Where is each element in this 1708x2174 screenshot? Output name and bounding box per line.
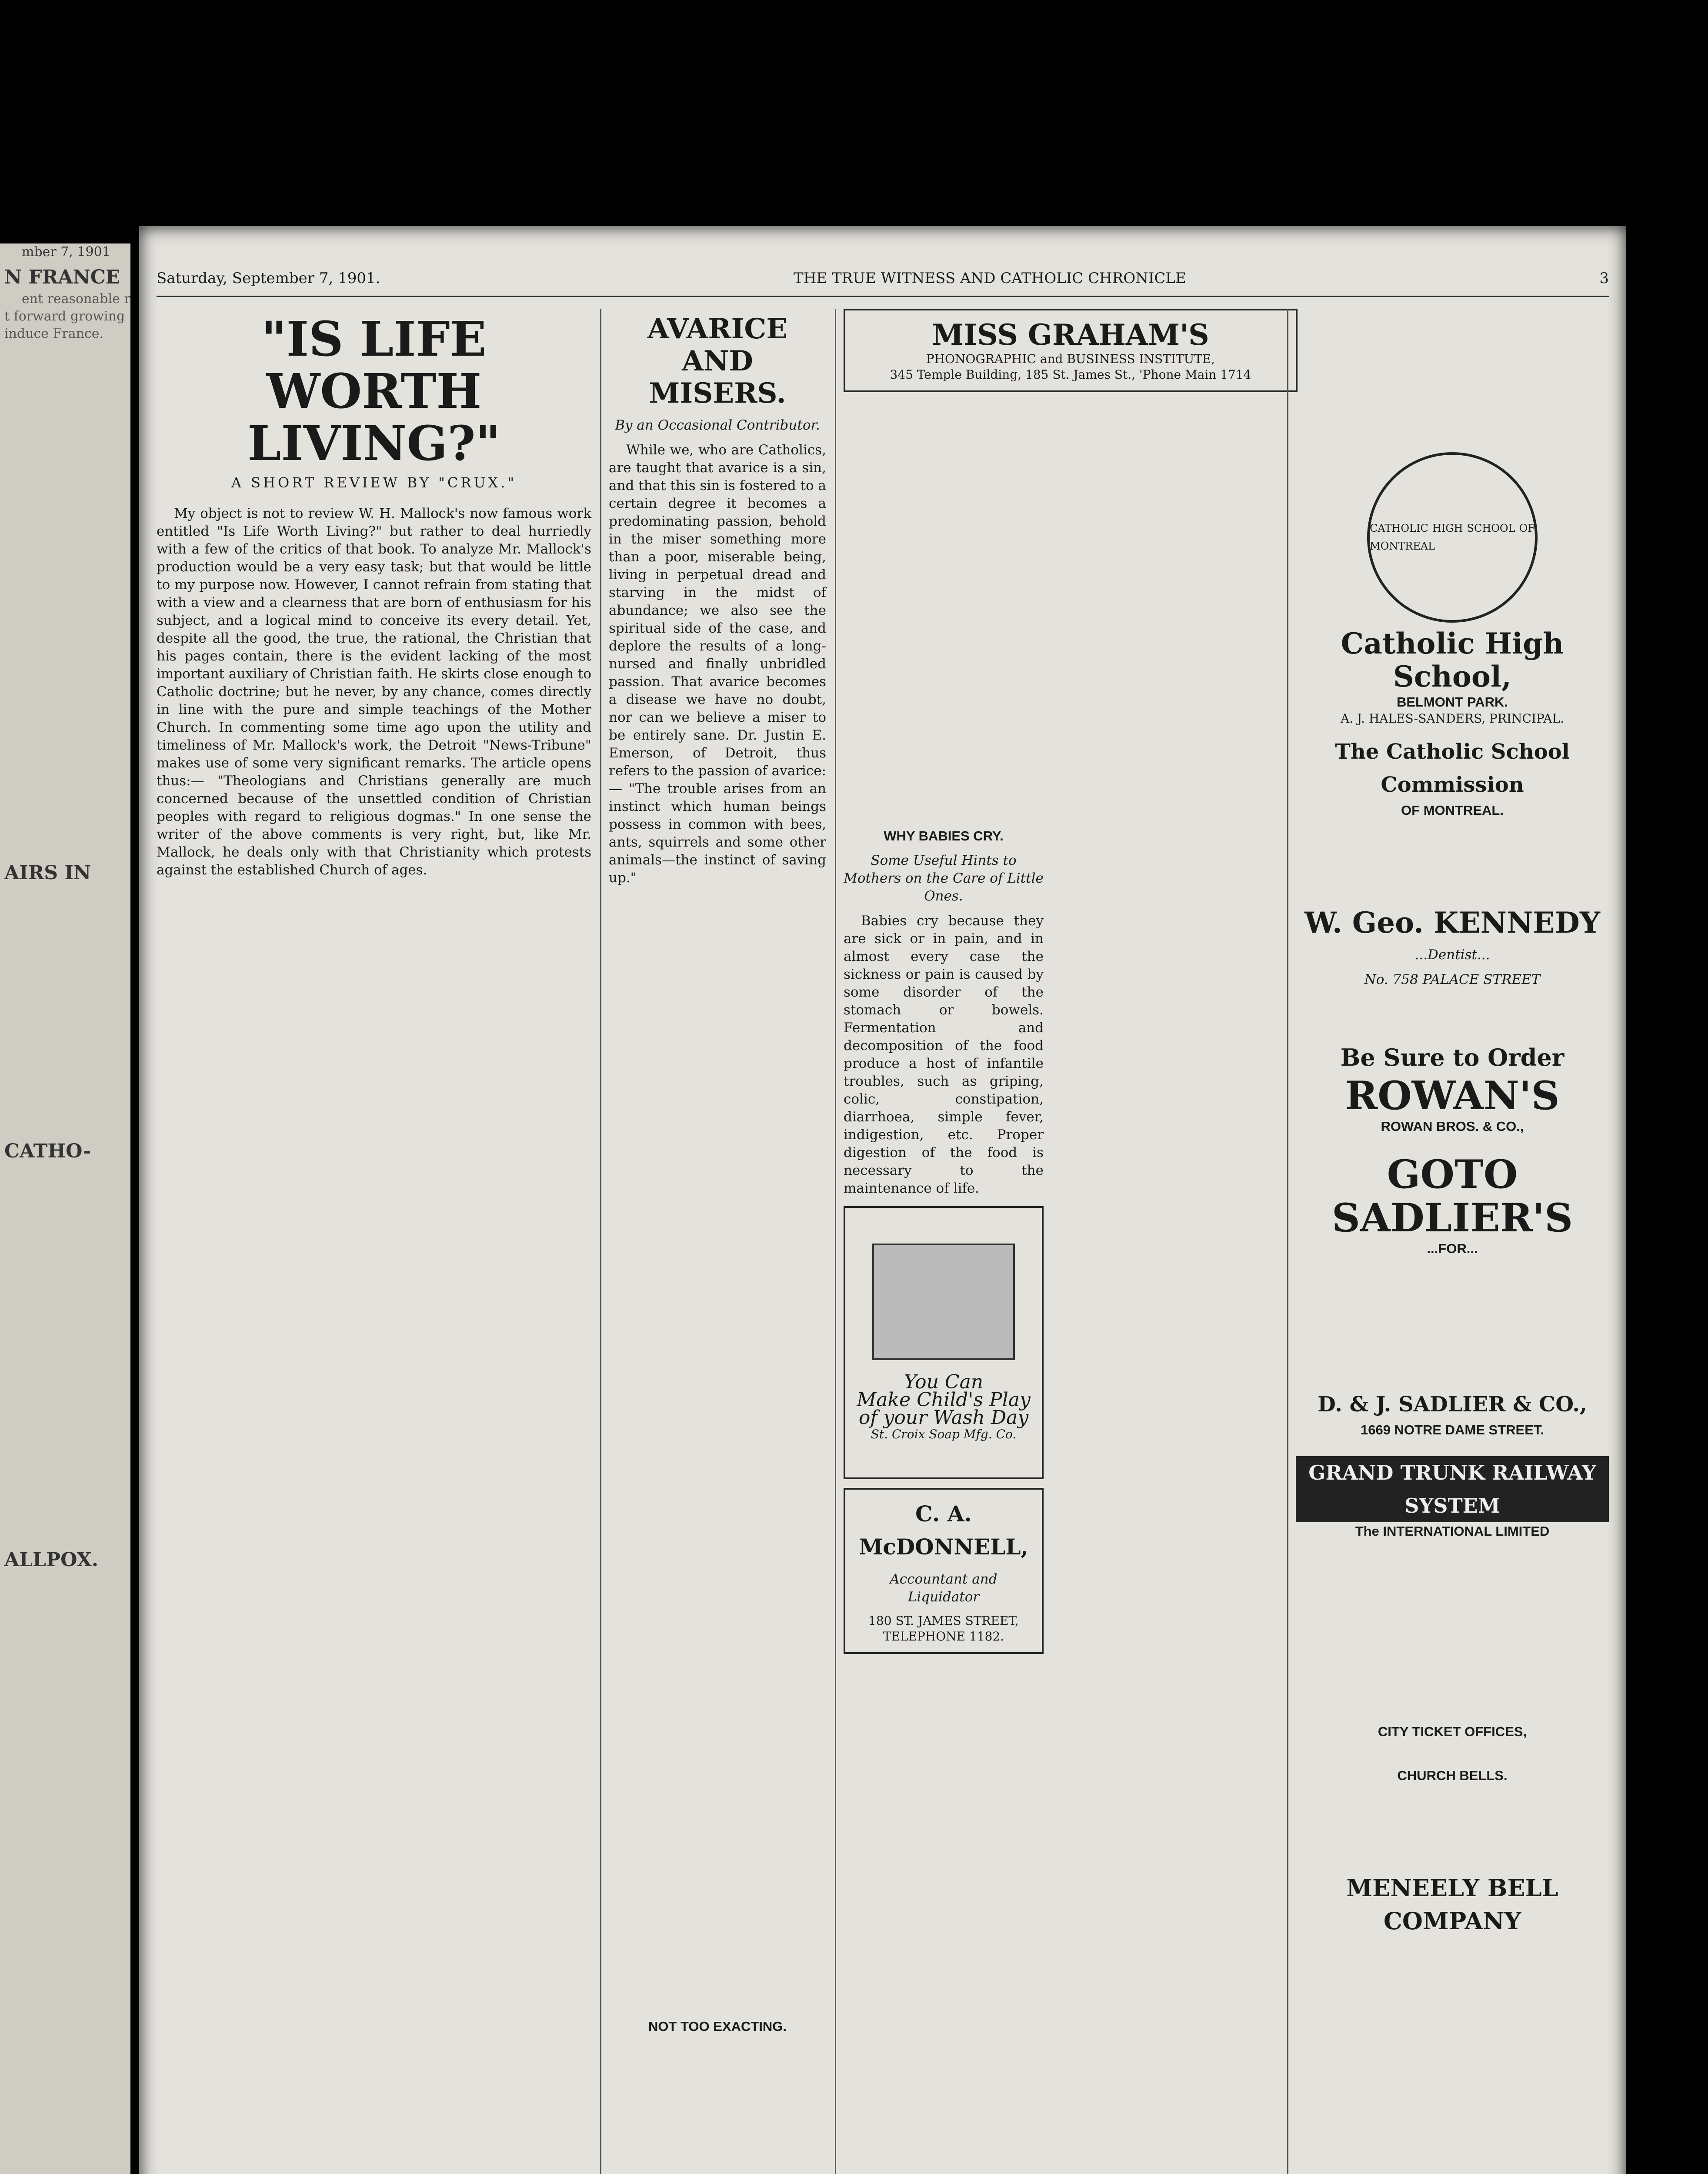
masthead-title: THE TRUE WITNESS AND CATHOLIC CHRONICLE bbox=[794, 270, 1186, 287]
washtub-illustration bbox=[872, 1244, 1015, 1360]
csc-title: The Catholic School Commission bbox=[1335, 740, 1570, 797]
kennedy-title: W. Geo. KENNEDY bbox=[1304, 906, 1600, 940]
column-rule bbox=[600, 309, 601, 2174]
sadlier-for: ...FOR... bbox=[1427, 1241, 1478, 1256]
graham-spacer bbox=[1296, 309, 1609, 448]
masthead bbox=[157, 270, 1609, 297]
bells-title: CHURCH BELLS. bbox=[1397, 1768, 1508, 1783]
chs-place: BELMONT PARK. bbox=[1396, 694, 1508, 710]
soap-line3: of your Wash Day bbox=[858, 1406, 1029, 1429]
soap-line1: You Can bbox=[904, 1370, 984, 1393]
prev-heading-4: ALLPOX. bbox=[4, 1549, 99, 1571]
gtr-sub: The INTERNATIONAL LIMITED bbox=[1355, 1524, 1550, 1539]
gtr-office: CITY TICKET OFFICES, bbox=[1378, 1724, 1527, 1739]
prev-date: mber 7, 1901 bbox=[22, 244, 110, 260]
article-avarice bbox=[609, 309, 826, 2174]
ads-column bbox=[1296, 309, 1609, 2174]
sadlier-addr: 1669 NOTRE DAME STREET. bbox=[1360, 1422, 1545, 1437]
graham-sub: PHONOGRAPHIC and BUSINESS INSTITUTE, bbox=[926, 352, 1215, 366]
page-number: 3 bbox=[1599, 270, 1609, 287]
babies-heading: WHY BABIES CRY. bbox=[884, 828, 1004, 844]
chs-principal: A. J. HALES-SANDERS, PRINCIPAL. bbox=[1340, 711, 1565, 726]
babies-body: Babies cry because they are sick or in pain, and in almost every case the sickness or pain is caused by some disorder of the stomach or bowels. Fermentation and decomposition of the food produce a host of infantile troubles, such as griping, colic, constipation, diarrhoea, simple fever, indigestion, etc. Proper digestion of the food is necessary to the maintenance of life. bbox=[844, 913, 1044, 1196]
csc-city: OF MONTREAL. bbox=[1401, 803, 1504, 818]
kennedy-sub: ...Dentist... bbox=[1414, 947, 1490, 963]
soap-company: St. Croix Soap Mfg. Co. bbox=[871, 1427, 1017, 1441]
mcdonnell-phone: TELEPHONE 1182. bbox=[883, 1629, 1004, 1644]
sadlier-title: GOTO SADLIER'S bbox=[1331, 1151, 1573, 1241]
soap-line2: Make Child's Play bbox=[857, 1388, 1031, 1411]
rowan-title: ROWAN'S bbox=[1345, 1073, 1560, 1119]
mcdonnell-sub: Accountant and Liquidator bbox=[890, 1571, 997, 1605]
sadlier-co: D. & J. SADLIER & CO., bbox=[1318, 1392, 1587, 1417]
mcdonnell-addr: 180 ST. JAMES STREET, bbox=[868, 1614, 1019, 1628]
masthead-date: Saturday, September 7, 1901. bbox=[157, 270, 380, 287]
prev-heading-2: AIRS IN bbox=[4, 862, 91, 884]
prev-heading-3: CATHO- bbox=[4, 1140, 91, 1162]
prev-text: ent reasonable rt forward growing induce France. bbox=[4, 291, 130, 341]
mcdonnell-ad bbox=[844, 1488, 1044, 1654]
previous-page-edge bbox=[0, 243, 130, 2174]
gtr-title: GRAND TRUNK RAILWAY SYSTEM bbox=[1296, 1456, 1609, 1522]
article-title: "IS LIFE WORTH LIVING?" bbox=[247, 311, 500, 471]
newspaper-page bbox=[139, 226, 1626, 2174]
kennedy-addr: No. 758 PALACE STREET bbox=[1364, 972, 1541, 987]
rowan-co: ROWAN BROS. & CO., bbox=[1381, 1119, 1524, 1134]
soap-ad bbox=[844, 1206, 1044, 1479]
school-seal: CATHOLIC HIGH SCHOOL OF MONTREAL bbox=[1367, 452, 1538, 623]
avarice-byline: By an Occasional Contributor. bbox=[615, 417, 820, 433]
meneely-title: MENEELY BELL COMPANY bbox=[1346, 1874, 1558, 1935]
babies-sub: Some Useful Hints to Mothers on the Care of Little Ones. bbox=[844, 853, 1044, 904]
column-rule bbox=[835, 309, 836, 2174]
chs-title: Catholic High School, bbox=[1341, 627, 1564, 694]
article-body: My object is not to review W. H. Mallock's now famous work entitled "Is Life Worth Living?" but rather to deal hurriedly with a few of the critics of that book. To analyze Mr. Mallock's production would be a very easy task; but that would be little to my purpose now. However, I cannot refrain from stating that with a view and a clearness that are born of enthusiasm for his subject, and a logical mind to conceive its every detail. Yet, despite all the good, the true, the rational, the Christian that his pages contain, there is the evident lacking of the most important auxiliary of Christian faith. He skirts close enough to Catholic doctrine; but he never, by any chance, comes directly in line with the pure and simple teachings of the Mother Church. In commenting some time ago upon the utility and timeliness of Mr. Mallock's work, the Detroit "News-Tribune" makes use of some very significant remarks. The article opens thus:— "Theologians and Christians generally are much concerned because of the unsettled condition of Christian peoples with regard to religious dogmas." In one sense the writer of the above comments is very right, but, like Mr. Mallock, he deals only with that Christianity which protests against the established Church of ages. bbox=[157, 506, 591, 878]
column-rule bbox=[1287, 309, 1288, 2174]
graham-addr: 345 Temple Building, 185 St. James St., 'Phone Main 1714 bbox=[890, 367, 1251, 382]
avarice-body: While we, who are Catholics, are taught that avarice is a sin, and that this sin is fostered to a certain degree it becomes a predominating passion, behold in the miser something more than a poor, miserable being, living in perpetual dread and starving in the midst of abundance; we also see the spiritual side of the case, and deplore the results of a long-nursed and finally unbridled passion. That avarice becomes a disease we have no doubt, nor can we believe a miser to be entirely sane. Dr. Justin E. Emerson, of Detroit, thus refers to the passion of avarice:— "The trouble arises from an instinct which human beings possess in common with bees, ants, squirrels and some other animals—the instinct of saving up." bbox=[609, 442, 826, 886]
graham-title: MISS GRAHAM'S bbox=[932, 318, 1209, 352]
prev-heading-1: N FRANCE bbox=[4, 266, 120, 288]
avarice-title: AVARICE AND MISERS. bbox=[647, 313, 788, 410]
rowan-pre: Be Sure to Order bbox=[1340, 1044, 1565, 1071]
article-subtitle: A SHORT REVIEW BY "CRUX." bbox=[231, 474, 517, 491]
article-is-life-worth-living bbox=[157, 309, 591, 2174]
not-too-exacting-heading: NOT TOO EXACTING. bbox=[648, 2019, 787, 2034]
mcdonnell-title: C. A. McDONNELL, bbox=[859, 1501, 1028, 1560]
graham-ad bbox=[844, 309, 1298, 392]
column-babies bbox=[844, 309, 1251, 2174]
